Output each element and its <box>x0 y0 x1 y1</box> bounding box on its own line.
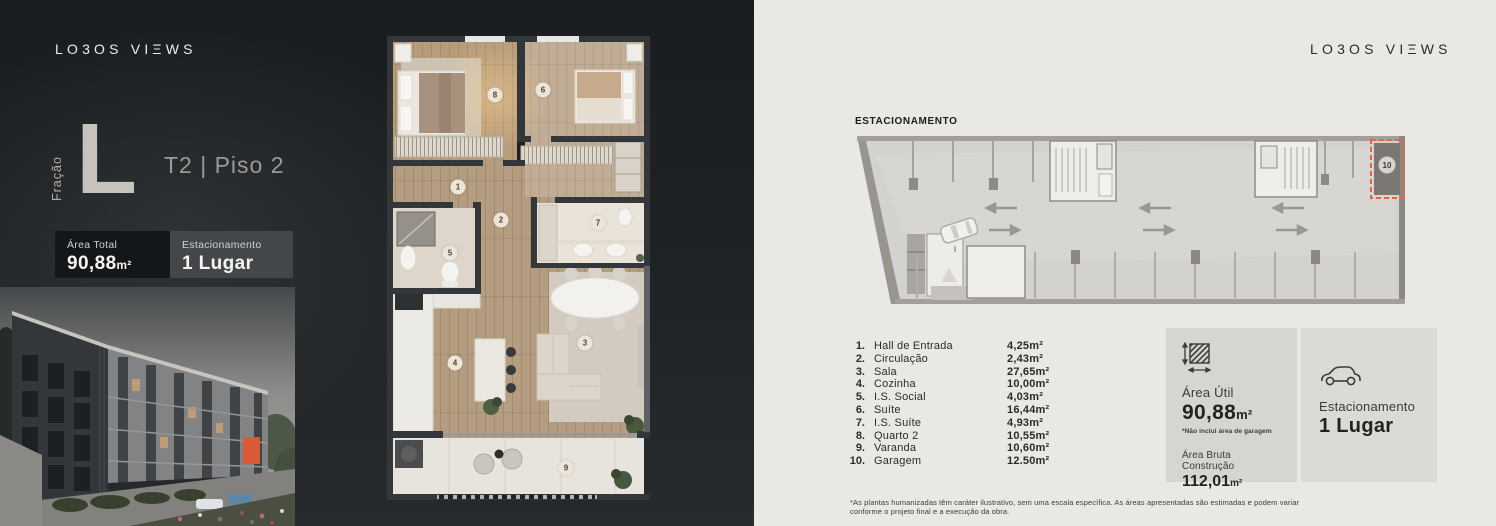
room-row <box>848 366 1148 379</box>
parking-label: Estacionamento <box>182 239 262 251</box>
fraction-label: Fração <box>50 156 64 201</box>
room-number-badge: 8 <box>488 88 503 103</box>
garage-spot-badge: 10 <box>1382 161 1392 170</box>
room-area: 10,00m² <box>1007 378 1050 391</box>
car-icon <box>1319 364 1361 388</box>
room-number-badge: 6 <box>536 83 551 98</box>
room-number-badge: 2 <box>494 213 509 228</box>
room-row <box>848 391 1148 404</box>
area-total-label: Área Total <box>67 239 118 251</box>
fraction-letter: L <box>76 103 138 215</box>
room-row <box>848 353 1148 366</box>
parking-plan-graphic <box>855 134 1411 310</box>
room-number: 1. <box>855 340 865 352</box>
parking-box <box>170 231 293 278</box>
room-name: Suíte <box>874 403 901 416</box>
room-name: Circulação <box>874 352 928 365</box>
room-name: Hall de Entrada <box>874 340 953 352</box>
room-number: 6. <box>855 403 865 416</box>
room-number: 8. <box>855 429 865 442</box>
room-name: Varanda <box>874 442 917 455</box>
parking-plan-title: ESTACIONAMENTO <box>855 116 958 127</box>
brand-logo: LO3OS VIΞWS <box>55 41 197 57</box>
room-name: I.S. Social <box>874 391 926 404</box>
room-number-badge: 4 <box>448 356 463 371</box>
room-row <box>848 404 1148 417</box>
room-row <box>848 430 1148 443</box>
gross-area-label: Área Bruta Construção <box>1182 450 1235 472</box>
room-number: 5. <box>855 391 865 404</box>
room-row <box>848 455 1148 468</box>
room-area: 27,65m² <box>1007 365 1050 378</box>
building-render-graphic <box>0 287 295 526</box>
room-number: 3. <box>855 365 865 378</box>
room-area: 4,03m² <box>1007 391 1044 404</box>
right-panel <box>754 0 1496 526</box>
room-number: 7. <box>855 416 865 429</box>
room-area: 12.50m² <box>1007 455 1050 468</box>
room-number-badge: 9 <box>559 461 574 476</box>
floor-plan <box>387 36 650 506</box>
parking-value: 1 Lugar <box>182 253 254 274</box>
area-dimensions-icon <box>1182 342 1212 374</box>
room-row <box>848 378 1148 391</box>
room-name: Quarto 2 <box>874 429 919 442</box>
room-name: Sala <box>874 365 897 378</box>
room-row <box>848 417 1148 430</box>
typology-label: T2 | Piso 2 <box>164 152 285 178</box>
area-total-box <box>55 231 170 278</box>
room-area: 10,55m² <box>1007 429 1050 442</box>
room-number: 2. <box>855 352 865 365</box>
brand-logo-right: LO3OS VIΞWS <box>1310 41 1452 57</box>
room-areas-list <box>848 340 1148 468</box>
area-util-value: 90,88m² <box>1182 401 1253 424</box>
room-row <box>848 340 1148 353</box>
room-number: 9. <box>855 442 865 455</box>
room-number-badge: 7 <box>591 216 606 231</box>
room-number: 10. <box>849 455 865 468</box>
room-area: 2,43m² <box>1007 352 1044 365</box>
area-util-label: Área Útil <box>1182 385 1234 400</box>
area-total-value: 90,88m² <box>67 253 132 274</box>
parking-plan <box>855 134 1411 310</box>
room-name: Cozinha <box>874 378 916 391</box>
room-area: 4,25m² <box>1007 340 1044 352</box>
legal-disclaimer: *As plantas humanizadas têm caráter ilustrativo, sem uma escala específica. As áreas apresentadas são estimadas e podem variar conforme o projeto final e a execução da obra. <box>850 498 1300 516</box>
room-number-badge: 3 <box>578 336 593 351</box>
room-area: 4,93m² <box>1007 416 1044 429</box>
gross-area-value: 112,01m² <box>1182 473 1243 490</box>
room-name: I.S. Suíte <box>874 416 922 429</box>
room-number-badge: 1 <box>451 180 466 195</box>
area-util-note: *Não inclui área de garagem <box>1182 428 1272 435</box>
area-util-box <box>1166 328 1297 490</box>
room-area: 16,44m² <box>1007 403 1050 416</box>
floor-plan-graphic <box>387 36 650 506</box>
room-name: Garagem <box>874 455 922 468</box>
building-render-image <box>0 287 295 526</box>
room-row <box>848 442 1148 455</box>
room-number: 4. <box>855 378 865 391</box>
parking-info-value: 1 Lugar <box>1319 415 1394 437</box>
parking-info-label: Estacionamento <box>1319 399 1416 414</box>
room-number-badge: 5 <box>443 246 458 261</box>
parking-info-box <box>1301 328 1437 482</box>
room-area: 10,60m² <box>1007 442 1050 455</box>
